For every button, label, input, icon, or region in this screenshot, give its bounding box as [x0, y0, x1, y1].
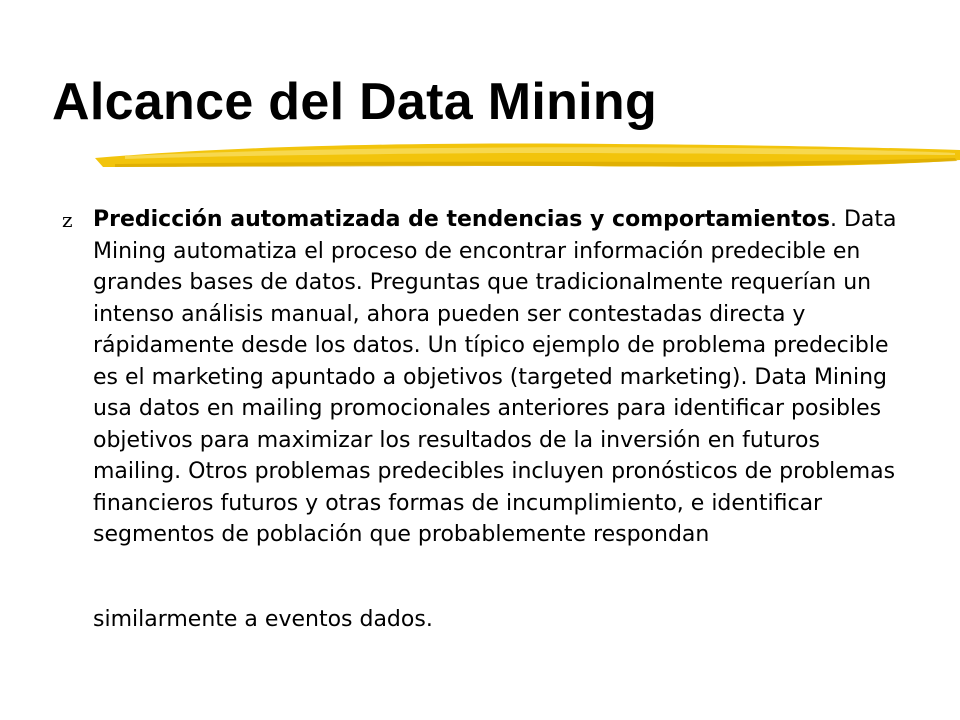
bullet-body-text: Data Mining automatiza el proceso de encontrar información predecible en grandes bases de datos. Preguntas que tradicionalmente requerían un intenso análisis manual, ahora pueden ser contestadas directa y rápidamente desde los datos. Un típico ejemplo de problema predecible es el marketing apuntado a objetivos (targeted marketing). Data Mining usa datos en mailing promocionales anteriores para identificar posibles objetivos para maximizar los resultados de la inversión en futuros mailing. Otros problemas predecibles incluyen pronósticos de problemas financieros futuros y otras formas de incumplimiento, e identificar segmentos de población que probablemente respondan — [93, 207, 897, 547]
bullet-lead-text: Predicción automatizada de tendencias y comportamientos — [93, 207, 830, 232]
bullet-continuation-text: similarmente a eventos dados. — [93, 607, 433, 632]
z-bullet-icon: z — [62, 208, 73, 232]
slide-title: Alcance del Data Mining — [52, 73, 658, 131]
bullet-paragraph — [93, 204, 908, 551]
bullet-lead-suffix: . — [829, 207, 837, 232]
title-underline-brushstroke — [95, 136, 960, 176]
